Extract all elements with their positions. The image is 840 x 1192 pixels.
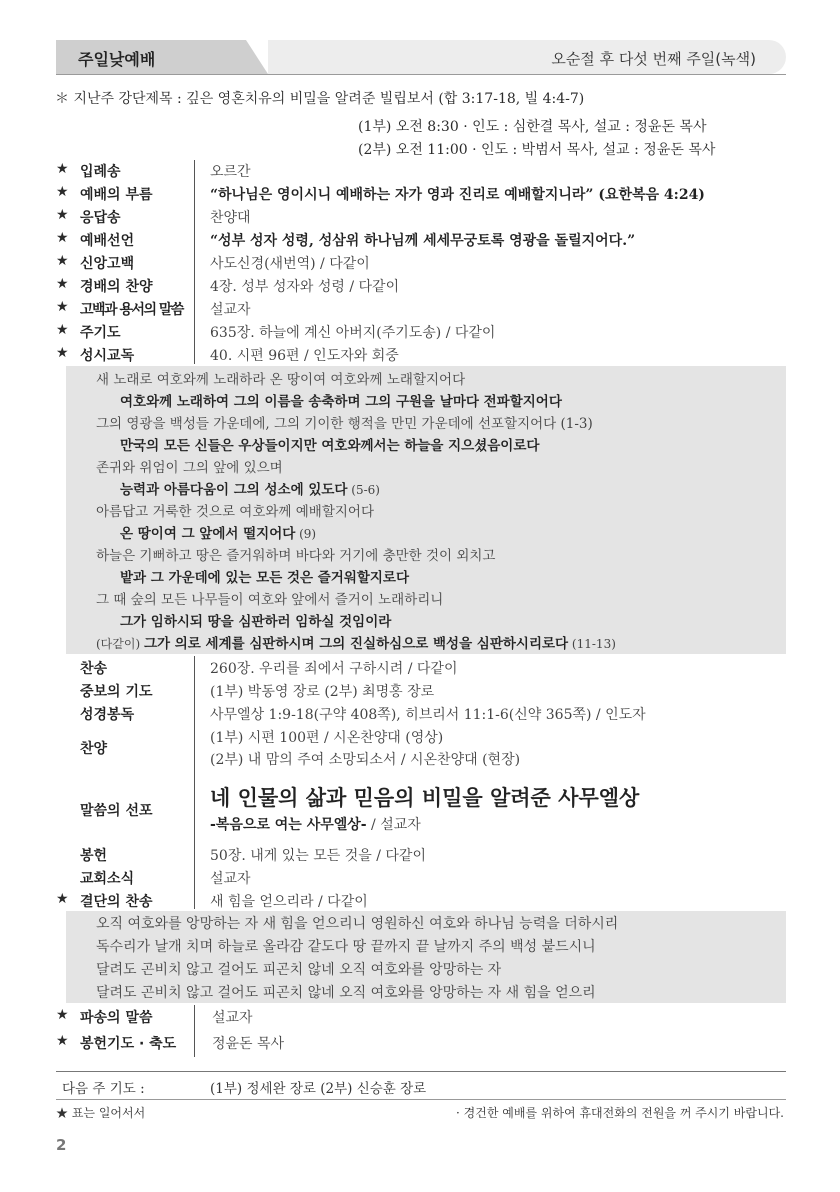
order-value: 사도신경(새번역) / 다같이 <box>210 256 370 272</box>
sermon-preacher: / 설교자 <box>366 817 421 833</box>
phone-notice: · 경건한 예배를 위하여 휴대전화의 전원을 꺼 주시기 바랍니다. <box>456 1106 784 1120</box>
lyric-line: 달려도 곤비치 않고 걸어도 피곤치 않네 오직 여호와를 앙망하는 자 <box>96 962 502 978</box>
reading-line: 밭과 그 가운데에 있는 모든 것은 즐거워할지로다 <box>120 570 410 586</box>
order-item-anthem <box>56 725 786 771</box>
reading-line: 그가 임하시되 땅을 심판하러 임하실 것임이라 <box>120 614 392 630</box>
standing-star: ★ <box>56 184 69 200</box>
reading-text: 능력과 아름다움이 그의 성소에 있도다 <box>120 482 348 498</box>
order-value: 사무엘상 1:9-18(구약 408쪽), 히브리서 11:1-6(신약 365쪽) / 인도자 <box>210 707 646 723</box>
order-item-praise <box>56 274 786 297</box>
order-label: 입례송 <box>80 164 121 180</box>
order-item-creed <box>56 251 786 274</box>
reading-line: 하늘은 기뻐하고 땅은 즐거워하며 바다와 거기에 충만한 것이 외치고 <box>96 548 496 564</box>
standing-star: ★ <box>56 207 69 223</box>
order-item-sending <box>56 1005 786 1028</box>
order-label: 예배의 부름 <box>80 187 153 203</box>
standing-star: ★ <box>56 1007 69 1023</box>
standing-note: ★ 표는 일어서서 <box>56 1106 146 1120</box>
order-label: 주기도 <box>80 325 121 341</box>
order-value: 설교자 <box>210 302 251 318</box>
service-subtitle: 오순절 후 다섯 번째 주일(녹색) <box>551 50 756 68</box>
standing-star: ★ <box>56 891 69 907</box>
order-value: 새 힘을 얻으리라 / 다같이 <box>210 894 368 910</box>
order-value: 오르간 <box>210 164 251 180</box>
lyric-line: 오직 여호와를 앙망하는 자 새 힘을 얻으리니 영원하신 여호와 하나님 능력을 더하시리 <box>96 916 619 932</box>
order-label: 결단의 찬송 <box>80 894 153 910</box>
next-week-prayer: (1부) 정세완 장로 (2부) 신승훈 장로 <box>210 1081 427 1097</box>
sermon-title: 네 인물의 삶과 믿음의 비밀을 알려준 사무엘상 <box>210 786 640 810</box>
standing-star: ★ <box>56 253 69 269</box>
order-label: 봉헌기도 · 축도 <box>80 1036 177 1052</box>
anthem-line-1: (1부) 시편 100편 / 시온찬양대 (영상) <box>210 730 444 746</box>
anthem-line-2: (2부) 내 맘의 주여 소망되소서 / 시온찬양대 (현장) <box>210 752 521 768</box>
order-value: “성부 성자 성령, 성삼위 하나님께 세세무궁토록 영광을 돌릴지어다.” <box>210 233 636 249</box>
header-divider <box>56 74 786 75</box>
order-item-benediction <box>56 1031 786 1054</box>
order-label: 예배선언 <box>80 233 135 249</box>
order-item-declaration <box>56 228 786 251</box>
order-label: 성경봉독 <box>80 707 135 723</box>
reading-line: 여호와께 노래하여 그의 이름을 송축하며 그의 구원을 날마다 전파할지어다 <box>120 394 562 410</box>
reading-line <box>120 478 380 498</box>
order-value: 4장. 성부 성자와 성령 / 다같이 <box>210 279 400 295</box>
reading-ref: (9) <box>295 527 317 541</box>
reading-line: 만국의 모든 신들은 우상들이지만 여호와께서는 하늘을 지으셨음이로다 <box>120 438 540 454</box>
reading-text: 온 땅이여 그 앞에서 떨지어다 <box>120 526 296 542</box>
sermon-subtitle-text: -복음으로 여는 사무엘상- <box>210 817 367 833</box>
order-item-opening <box>56 159 786 182</box>
header-bar <box>56 40 786 74</box>
order-value: 635장. 하늘에 계신 아버지(주기도송) / 다같이 <box>210 325 496 341</box>
reading-line <box>96 632 616 652</box>
reading-text: 그가 의로 세계를 심판하시며 그의 진실하심으로 백성을 심판하시리로다 <box>143 636 569 652</box>
footer-divider-top <box>56 1071 786 1072</box>
order-item-offering <box>56 843 786 866</box>
order-label: 찬송 <box>80 661 108 677</box>
order-label: 고백과 용서의 말씀 <box>80 302 183 318</box>
order-value: 설교자 <box>212 1010 253 1026</box>
reading-line: 그의 영광을 백성들 가운데에, 그의 기이한 행적을 만민 가운데에 선포할지어다 (1-3) <box>96 416 593 432</box>
order-label: 파송의 말씀 <box>80 1010 153 1026</box>
page-number: 2 <box>56 1136 67 1154</box>
standing-star: ★ <box>56 345 69 361</box>
order-value: 260장. 우리를 죄에서 구하시려 / 다같이 <box>210 661 458 677</box>
standing-star: ★ <box>56 322 69 338</box>
order-item-news <box>56 866 786 889</box>
reading-ref: (5-6) <box>347 483 380 497</box>
order-value: “하나님은 영이시니 예배하는 자가 영과 진리로 예배할지니라” (요한복음 4:24) <box>210 187 705 203</box>
standing-star: ★ <box>56 276 69 292</box>
standing-star: ★ <box>56 161 69 177</box>
footer-divider-bottom <box>56 1099 786 1100</box>
order-value: 설교자 <box>210 871 251 887</box>
reading-line <box>120 522 316 542</box>
order-item-response <box>56 205 786 228</box>
order-label: 중보의 기도 <box>80 684 153 700</box>
order-label: 성시교독 <box>80 348 135 364</box>
order-label: 말씀의 선포 <box>80 803 153 819</box>
order-label: 경배의 찬양 <box>80 279 153 295</box>
order-label: 봉헌 <box>80 848 108 864</box>
next-week-label: 다음 주 기도 : <box>62 1081 145 1097</box>
previous-sermon: ＊ 지난주 강단제목 : 깊은 영혼치유의 비밀을 알려준 빌립보서 (합 3:17-18, 빌 4:4-7) <box>55 91 585 107</box>
standing-star: ★ <box>56 1033 69 1049</box>
sermon-subtitle <box>210 814 421 834</box>
order-value: 50장. 내게 있는 모든 것을 / 다같이 <box>210 848 426 864</box>
order-value: 찬양대 <box>210 210 251 226</box>
order-label: 찬양 <box>80 741 108 757</box>
reading-line: 아름답고 거룩한 것으로 여호와께 예배할지어다 <box>96 504 374 520</box>
service-1-info: (1부) 오전 8:30 · 인도 : 심한결 목사, 설교 : 정윤돈 목사 <box>358 119 707 135</box>
order-label: 신앙고백 <box>80 256 135 272</box>
page-title: 주일낮예배 <box>78 50 156 69</box>
order-label: 응답송 <box>80 210 121 226</box>
reading-line: 새 노래로 여호와께 노래하라 온 땅이여 여호와께 노래할지어다 <box>96 372 466 388</box>
order-item-lords-prayer <box>56 320 786 343</box>
order-item-scripture <box>56 702 786 725</box>
standing-star: ★ <box>56 299 69 315</box>
order-value: (1부) 박동영 장로 (2부) 최명홍 장로 <box>210 684 435 700</box>
reading-line: 존귀와 위엄이 그의 앞에 있으며 <box>96 460 283 476</box>
reading-ref: (11-13) <box>568 637 616 651</box>
lyric-line: 달려도 곤비치 않고 걸어도 피곤치 않네 오직 여호와를 앙망하는 자 새 힘을 얻으리 <box>96 985 596 1001</box>
order-item-commitment-hymn <box>56 889 786 912</box>
reading-line: 그 때 숲의 모든 나무들이 여호와 앞에서 즐거이 노래하리니 <box>96 592 444 608</box>
order-item-intercession <box>56 679 786 702</box>
order-item-hymn <box>56 656 786 679</box>
reading-prefix: (다같이) <box>96 637 144 651</box>
order-item-call <box>56 182 786 205</box>
lyric-line: 독수리가 날개 치며 하늘로 올라감 같도다 땅 끝까지 끝 날까지 주의 백성 붙드시니 <box>96 939 596 955</box>
standing-star: ★ <box>56 230 69 246</box>
order-value: 정윤돈 목사 <box>212 1036 285 1052</box>
order-value: 40. 시편 96편 / 인도자와 회중 <box>210 348 399 364</box>
service-2-info: (2부) 오전 11:00 · 인도 : 박범서 목사, 설교 : 정윤돈 목사 <box>358 142 716 158</box>
order-label: 교회소식 <box>80 871 135 887</box>
order-item-confession <box>56 297 786 320</box>
order-item-reading <box>56 343 786 366</box>
